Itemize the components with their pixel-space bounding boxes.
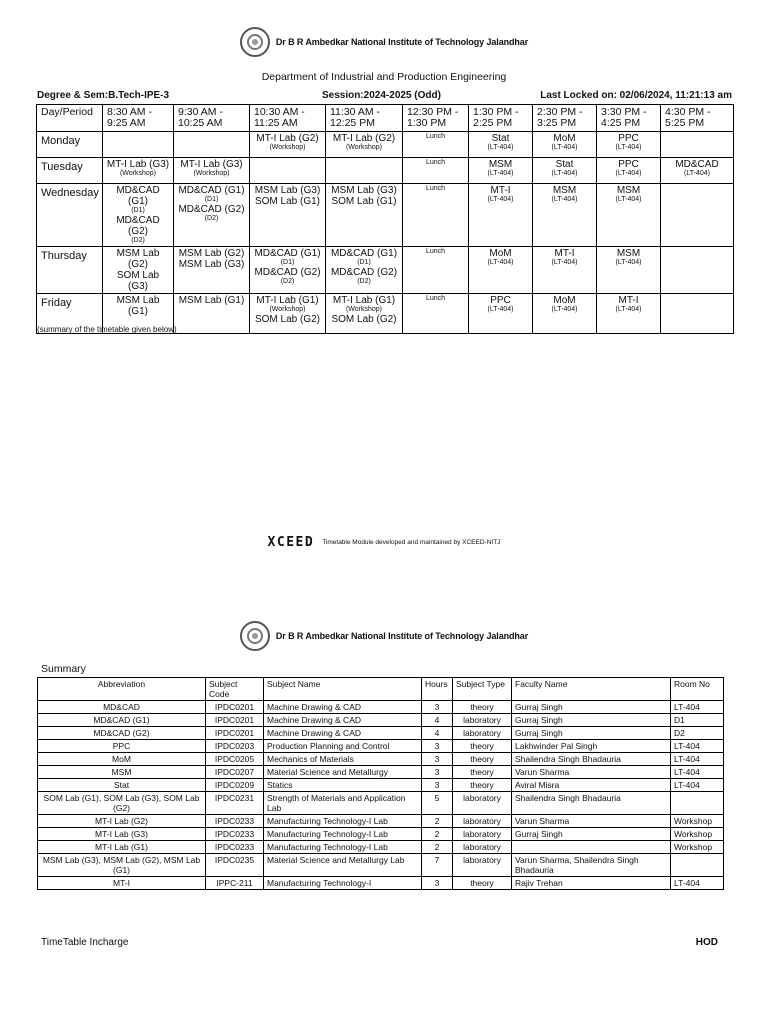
cell-subject: MT-I Lab (G3) bbox=[180, 159, 243, 170]
timetable-cell bbox=[103, 247, 174, 294]
timetable-row bbox=[37, 158, 734, 184]
timetable-meta bbox=[37, 90, 732, 104]
timetable-cell bbox=[469, 158, 533, 184]
summary-cell: Gurraj Singh bbox=[512, 727, 671, 740]
timetable-cell bbox=[326, 294, 403, 334]
cell-room: (Workshop) bbox=[345, 144, 383, 151]
summary-cell: SOM Lab (G1), SOM Lab (G3), SOM Lab (G2) bbox=[38, 792, 206, 815]
cell-subject: MD&CAD bbox=[675, 159, 719, 170]
cell-subject: SOM Lab (G1) bbox=[254, 196, 321, 207]
timetable-cell bbox=[597, 247, 661, 294]
cell-room: (LT-404) bbox=[615, 170, 642, 177]
cell-subject: MSM Lab (G3) bbox=[331, 185, 397, 196]
timetable-cell bbox=[403, 158, 469, 184]
summary-cell: D2 bbox=[671, 727, 724, 740]
cell-room: Lunch bbox=[425, 295, 446, 302]
timetable-cell bbox=[533, 294, 597, 334]
timetable-cell bbox=[250, 184, 326, 247]
timetable-cell bbox=[469, 247, 533, 294]
summary-cell: 4 bbox=[422, 714, 453, 727]
summary-table bbox=[37, 677, 724, 890]
timetable-header-row bbox=[37, 105, 734, 132]
summary-header-cell: Faculty Name bbox=[512, 678, 671, 701]
cell-subject: MD&CAD (G2) bbox=[178, 204, 245, 215]
degree-sem: Degree & Sem:B.Tech-IPE-3 bbox=[37, 90, 170, 101]
summary-cell: D1 bbox=[671, 714, 724, 727]
summary-cell: MD&CAD (G1) bbox=[38, 714, 206, 727]
summary-cell bbox=[671, 854, 724, 877]
summary-cell: 3 bbox=[422, 740, 453, 753]
timetable-cell bbox=[533, 184, 597, 247]
summary-cell: 3 bbox=[422, 766, 453, 779]
timetable-cell bbox=[403, 294, 469, 334]
summary-cell: Mechanics of Materials bbox=[264, 753, 422, 766]
institute-header-2 bbox=[0, 621, 768, 651]
summary-cell: Gurraj Singh bbox=[512, 828, 671, 841]
period-header: 10:30 AM - 11:25 AM bbox=[250, 105, 326, 132]
timetable-cell bbox=[661, 184, 734, 247]
summary-row bbox=[38, 753, 724, 766]
summary-cell: 3 bbox=[422, 753, 453, 766]
summary-header-cell: Hours bbox=[422, 678, 453, 701]
institute-name: Dr B R Ambedkar National Institute of Technology Jalandhar bbox=[275, 631, 529, 641]
timetable-cell bbox=[250, 247, 326, 294]
period-header: 12:30 PM - 1:30 PM bbox=[403, 105, 469, 132]
timetable-cell bbox=[597, 158, 661, 184]
summary-cell: Statics bbox=[264, 779, 422, 792]
timetable-cell bbox=[661, 247, 734, 294]
cell-subject: MT-I Lab (G1) bbox=[256, 295, 319, 306]
institute-header bbox=[0, 27, 768, 57]
timetable-cell bbox=[103, 132, 174, 158]
cell-subject: MD&CAD (G1) bbox=[116, 185, 160, 207]
day-period-header: Day/Period bbox=[37, 105, 103, 132]
timetable-cell bbox=[661, 132, 734, 158]
summary-cell: MT-I Lab (G3) bbox=[38, 828, 206, 841]
summary-cell: MD&CAD bbox=[38, 701, 206, 714]
summary-cell: Production Planning and Control bbox=[264, 740, 422, 753]
summary-cell: LT-404 bbox=[671, 766, 724, 779]
summary-title: Summary bbox=[41, 663, 86, 675]
summary-cell: 2 bbox=[422, 828, 453, 841]
summary-header-cell: Subject Type bbox=[453, 678, 512, 701]
cell-subject: MSM Lab bbox=[116, 295, 160, 306]
day-label: Thursday bbox=[37, 247, 103, 294]
cell-room: (LT-404) bbox=[551, 259, 578, 266]
timetable-row bbox=[37, 247, 734, 294]
summary-header-cell: Abbreviation bbox=[38, 678, 206, 701]
timetable-cell bbox=[533, 158, 597, 184]
timetable-cell bbox=[403, 132, 469, 158]
cell-subject: MSM Lab (G3) bbox=[254, 185, 321, 196]
cell-subject: MT-I Lab (G1) bbox=[332, 295, 396, 306]
period-header: 2:30 PM - 3:25 PM bbox=[533, 105, 597, 132]
timetable-cell bbox=[174, 247, 250, 294]
cell-subject: MoM bbox=[553, 295, 576, 306]
day-label: Tuesday bbox=[37, 158, 103, 184]
timetable-cell bbox=[103, 158, 174, 184]
timetable-cell bbox=[661, 294, 734, 334]
cell-room: Lunch bbox=[425, 133, 446, 140]
xceed-credit: Timetable Module developed and maintained by XCEED-NITJ bbox=[322, 539, 501, 546]
cell-subject: PPC bbox=[490, 295, 511, 306]
cell-subject: MD&CAD (G1) bbox=[178, 185, 245, 196]
cell-room: (Workshop) bbox=[119, 170, 157, 177]
cell-subject: Stat bbox=[555, 159, 574, 170]
summary-cell: IPDC0233 bbox=[206, 815, 264, 828]
day-label: Friday bbox=[37, 294, 103, 334]
summary-cell: IPDC0235 bbox=[206, 854, 264, 877]
period-header: 8:30 AM - 9:25 AM bbox=[103, 105, 174, 132]
summary-cell: 2 bbox=[422, 841, 453, 854]
cell-room: (LT-404) bbox=[684, 170, 710, 177]
cell-room: (D2) bbox=[204, 215, 219, 222]
cell-room: (D1) bbox=[131, 207, 145, 214]
summary-cell: MT-I bbox=[38, 877, 206, 890]
summary-cell: LT-404 bbox=[671, 779, 724, 792]
summary-header-cell: Room No bbox=[671, 678, 724, 701]
summary-cell: Varun Sharma bbox=[512, 766, 671, 779]
summary-row bbox=[38, 877, 724, 890]
summary-cell: Gurraj Singh bbox=[512, 701, 671, 714]
cell-subject: PPC bbox=[618, 159, 639, 170]
cell-subject: PPC bbox=[618, 133, 639, 144]
summary-cell: laboratory bbox=[453, 714, 512, 727]
summary-cell: IPDC0233 bbox=[206, 841, 264, 854]
summary-header-row bbox=[38, 678, 724, 701]
summary-cell: IPDC0233 bbox=[206, 828, 264, 841]
timetable-cell bbox=[533, 247, 597, 294]
timetable-row bbox=[37, 184, 734, 247]
cell-room: (LT-404) bbox=[551, 170, 578, 177]
cell-room: (D1) bbox=[204, 196, 219, 203]
summary-cell: theory bbox=[453, 701, 512, 714]
cell-room: (LT-404) bbox=[615, 196, 642, 203]
cell-room: (LT-404) bbox=[487, 170, 514, 177]
summary-cell: Manufacturing Technology-I Lab bbox=[264, 815, 422, 828]
cell-subject: MD&CAD (G1) bbox=[254, 248, 321, 259]
timetable-cell bbox=[597, 132, 661, 158]
cell-subject: MD&CAD (G2) bbox=[330, 267, 398, 278]
cell-room: (LT-404) bbox=[551, 306, 578, 313]
cell-subject: SOM Lab (G1) bbox=[331, 196, 397, 207]
timetable-cell bbox=[103, 184, 174, 247]
summary-cell: laboratory bbox=[453, 854, 512, 877]
cell-room: (D1) bbox=[357, 259, 371, 266]
cell-subject: MT-I Lab (G2) bbox=[256, 133, 319, 144]
summary-row bbox=[38, 828, 724, 841]
period-header: 1:30 PM - 2:25 PM bbox=[469, 105, 533, 132]
cell-subject: MT-I bbox=[554, 248, 575, 259]
cell-room: Lunch bbox=[425, 185, 446, 192]
cell-subject: MSM bbox=[616, 248, 641, 259]
timetable-cell bbox=[250, 158, 326, 184]
summary-cell: Workshop bbox=[671, 828, 724, 841]
timetable-cell bbox=[174, 158, 250, 184]
summary-cell: 2 bbox=[422, 815, 453, 828]
xceed-footer bbox=[0, 535, 768, 550]
timetable-cell bbox=[326, 132, 403, 158]
summary-row bbox=[38, 815, 724, 828]
cell-subject: MD&CAD (G2) bbox=[116, 215, 160, 237]
timetable-cell bbox=[597, 294, 661, 334]
cell-subject: MSM bbox=[552, 185, 577, 196]
timetable-row bbox=[37, 132, 734, 158]
summary-cell: PPC bbox=[38, 740, 206, 753]
summary-row bbox=[38, 740, 724, 753]
summary-cell: MD&CAD (G2) bbox=[38, 727, 206, 740]
cell-room: (LT-404) bbox=[551, 196, 578, 203]
department-title: Department of Industrial and Production Engineering bbox=[261, 71, 507, 83]
cell-room: (D2) bbox=[131, 237, 145, 244]
summary-cell: 4 bbox=[422, 727, 453, 740]
summary-cell bbox=[671, 792, 724, 815]
summary-cell: Manufacturing Technology-I Lab bbox=[264, 828, 422, 841]
cell-room: (Workshop) bbox=[193, 170, 230, 177]
timetable-cell bbox=[533, 132, 597, 158]
cell-subject: MT-I Lab (G3) bbox=[106, 159, 170, 170]
summary-cell: IPDC0201 bbox=[206, 727, 264, 740]
summary-cell: Lakhwinder Pal Singh bbox=[512, 740, 671, 753]
cell-subject: MSM Lab (G1) bbox=[178, 295, 245, 306]
timetable-cell bbox=[250, 294, 326, 334]
summary-cell: Machine Drawing & CAD bbox=[264, 714, 422, 727]
day-label: Monday bbox=[37, 132, 103, 158]
summary-cell: theory bbox=[453, 877, 512, 890]
cell-subject: MoM bbox=[553, 133, 576, 144]
summary-cell: theory bbox=[453, 779, 512, 792]
timetable-cell bbox=[403, 247, 469, 294]
summary-cell: MSM bbox=[38, 766, 206, 779]
cell-subject: MD&CAD (G1) bbox=[330, 248, 398, 259]
cell-room: (LT-404) bbox=[615, 306, 642, 313]
summary-cell: LT-404 bbox=[671, 740, 724, 753]
session: Session:2024-2025 (Odd) bbox=[322, 90, 441, 101]
summary-cell: Material Science and Metallurgy bbox=[264, 766, 422, 779]
summary-cell: Machine Drawing & CAD bbox=[264, 701, 422, 714]
timetable-cell bbox=[403, 184, 469, 247]
summary-cell: 3 bbox=[422, 701, 453, 714]
cell-room: Lunch bbox=[425, 159, 446, 166]
summary-cell: IPPC-211 bbox=[206, 877, 264, 890]
summary-cell: IPDC0201 bbox=[206, 714, 264, 727]
cell-room: (LT-404) bbox=[615, 144, 642, 151]
timetable-cell bbox=[174, 184, 250, 247]
summary-cell: MT-I Lab (G2) bbox=[38, 815, 206, 828]
timetable-cell bbox=[174, 132, 250, 158]
cell-room: Lunch bbox=[425, 248, 446, 255]
cell-room: (D2) bbox=[357, 278, 371, 285]
summary-cell: LT-404 bbox=[671, 877, 724, 890]
cell-room: (LT-404) bbox=[487, 306, 514, 313]
summary-cell: laboratory bbox=[453, 815, 512, 828]
timetable-cell bbox=[174, 294, 250, 334]
summary-cell: laboratory bbox=[453, 828, 512, 841]
summary-cell: Gurraj Singh bbox=[512, 714, 671, 727]
summary-cell: IPDC0209 bbox=[206, 779, 264, 792]
cell-room: (LT-404) bbox=[487, 259, 514, 266]
summary-cell: theory bbox=[453, 740, 512, 753]
summary-cell: MSM Lab (G3), MSM Lab (G2), MSM Lab (G1) bbox=[38, 854, 206, 877]
summary-cell: IPDC0201 bbox=[206, 701, 264, 714]
cell-room: (Workshop) bbox=[269, 144, 306, 151]
summary-row bbox=[38, 714, 724, 727]
summary-cell: 3 bbox=[422, 779, 453, 792]
summary-cell: Strength of Materials and Application Lab bbox=[264, 792, 422, 815]
timetable-cell bbox=[661, 158, 734, 184]
cell-subject: MSM Lab (G3) bbox=[178, 259, 245, 270]
summary-cell: Material Science and Metallurgy Lab bbox=[264, 854, 422, 877]
summary-row bbox=[38, 701, 724, 714]
summary-row bbox=[38, 727, 724, 740]
summary-row bbox=[38, 792, 724, 815]
timetable-cell bbox=[326, 184, 403, 247]
cell-room: (Workshop) bbox=[345, 306, 383, 313]
cell-room: (LT-404) bbox=[487, 144, 514, 151]
summary-cell: Workshop bbox=[671, 815, 724, 828]
summary-cell: MT-I Lab (G1) bbox=[38, 841, 206, 854]
institute-name: Dr B R Ambedkar National Institute of Technology Jalandhar bbox=[275, 37, 529, 47]
institute-logo-icon bbox=[240, 27, 270, 57]
cell-subject: SOM Lab (G2) bbox=[331, 314, 397, 325]
summary-cell: Stat bbox=[38, 779, 206, 792]
period-header: 9:30 AM - 10:25 AM bbox=[174, 105, 250, 132]
timetable-cell bbox=[250, 132, 326, 158]
cell-room: (D1) bbox=[280, 259, 295, 266]
cell-subject: (G2) bbox=[128, 259, 148, 270]
summary-cell: 5 bbox=[422, 792, 453, 815]
summary-cell: IPDC0203 bbox=[206, 740, 264, 753]
period-header: 4:30 PM - 5:25 PM bbox=[661, 105, 734, 132]
cell-subject: SOM Lab (G3) bbox=[116, 270, 160, 292]
summary-cell: theory bbox=[453, 753, 512, 766]
summary-cell: IPDC0205 bbox=[206, 753, 264, 766]
cell-subject: MSM bbox=[616, 185, 641, 196]
summary-cell: LT-404 bbox=[671, 701, 724, 714]
cell-subject: MSM bbox=[488, 159, 513, 170]
period-header: 3:30 PM - 4:25 PM bbox=[597, 105, 661, 132]
summary-header-cell: Subject Code bbox=[206, 678, 264, 701]
day-label: Wednesday bbox=[37, 184, 103, 247]
cell-room: (Workshop) bbox=[269, 306, 306, 313]
timetable-cell bbox=[469, 184, 533, 247]
cell-room: (LT-404) bbox=[615, 259, 642, 266]
summary-cell: Manufacturing Technology-I Lab bbox=[264, 841, 422, 854]
summary-cell: Machine Drawing & CAD bbox=[264, 727, 422, 740]
timetable-table bbox=[36, 104, 734, 334]
institute-logo-icon bbox=[240, 621, 270, 651]
cell-subject: SOM Lab (G2) bbox=[254, 314, 321, 325]
summary-row bbox=[38, 766, 724, 779]
cell-subject: MT-I bbox=[490, 185, 511, 196]
summary-row bbox=[38, 841, 724, 854]
summary-row bbox=[38, 854, 724, 877]
summary-cell: Rajiv Trehan bbox=[512, 877, 671, 890]
summary-cell: Varun Sharma bbox=[512, 815, 671, 828]
cell-subject: MoM bbox=[489, 248, 512, 259]
cell-subject: (G1) bbox=[128, 306, 148, 317]
cell-room: (LT-404) bbox=[487, 196, 514, 203]
summary-cell bbox=[512, 841, 671, 854]
timetable-incharge: TimeTable Incharge bbox=[41, 937, 129, 948]
timetable-cell bbox=[326, 247, 403, 294]
period-header: 11:30 AM - 12:25 PM bbox=[326, 105, 403, 132]
summary-cell: Workshop bbox=[671, 841, 724, 854]
cell-subject: MT-I bbox=[618, 295, 639, 306]
summary-cell: Manufacturing Technology-I bbox=[264, 877, 422, 890]
summary-note: (summary of the timetable given below) bbox=[37, 325, 177, 334]
timetable-cell bbox=[597, 184, 661, 247]
summary-cell: Shailendra Singh Bhadauria bbox=[512, 753, 671, 766]
cell-subject: MT-I Lab (G2) bbox=[332, 133, 396, 144]
last-locked: Last Locked on: 02/06/2024, 11:21:13 am bbox=[540, 90, 732, 101]
cell-subject: Stat bbox=[491, 133, 510, 144]
cell-subject: MD&CAD (G2) bbox=[254, 267, 321, 278]
hod-signature: HOD bbox=[695, 937, 718, 948]
summary-header-cell: Subject Name bbox=[264, 678, 422, 701]
timetable-cell bbox=[469, 132, 533, 158]
summary-cell: MoM bbox=[38, 753, 206, 766]
summary-cell: Aviral Misra bbox=[512, 779, 671, 792]
summary-cell: laboratory bbox=[453, 841, 512, 854]
cell-subject: MSM Lab bbox=[116, 248, 160, 259]
cell-subject: MSM Lab (G2) bbox=[178, 248, 245, 259]
summary-cell: Shailendra Singh Bhadauria bbox=[512, 792, 671, 815]
summary-cell: IPDC0207 bbox=[206, 766, 264, 779]
summary-cell: 7 bbox=[422, 854, 453, 877]
xceed-logo: XCEED bbox=[267, 535, 315, 550]
summary-cell: 3 bbox=[422, 877, 453, 890]
summary-cell: theory bbox=[453, 766, 512, 779]
summary-row bbox=[38, 779, 724, 792]
summary-cell: laboratory bbox=[453, 792, 512, 815]
cell-room: (D2) bbox=[280, 278, 295, 285]
summary-cell: IPDC0231 bbox=[206, 792, 264, 815]
cell-room: (LT-404) bbox=[551, 144, 578, 151]
summary-cell: LT-404 bbox=[671, 753, 724, 766]
timetable-cell bbox=[469, 294, 533, 334]
summary-cell: Varun Sharma, Shailendra Singh Bhadauria bbox=[512, 854, 671, 877]
timetable-cell bbox=[326, 158, 403, 184]
summary-cell: laboratory bbox=[453, 727, 512, 740]
